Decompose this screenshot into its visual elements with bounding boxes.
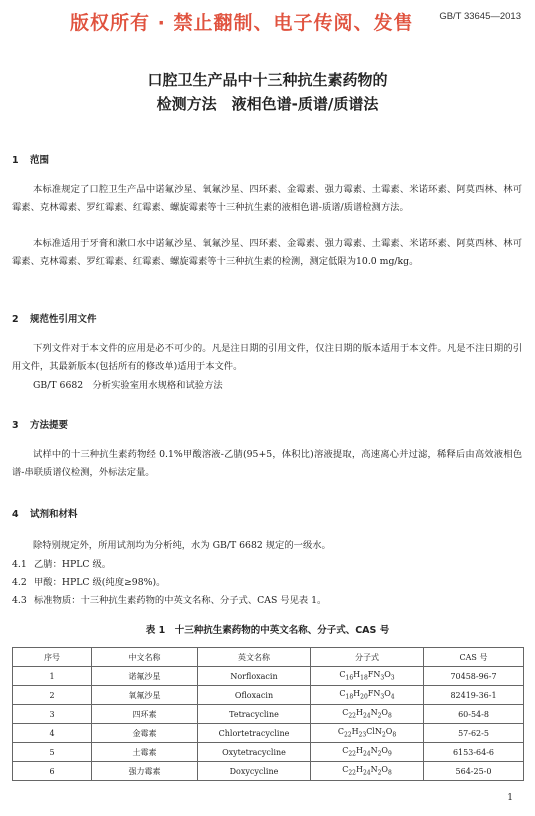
table-cell: 60-54-8	[424, 705, 524, 724]
title-line-2: 检测方法 液相色谱-质谱/质谱法	[156, 95, 379, 113]
table-row	[13, 705, 524, 724]
item-text: 乙腈：HPLC 级。	[34, 559, 112, 570]
table-cell: $C_{18}H_{20}FN_3O_4$	[311, 686, 424, 705]
header-cell: 英文名称	[198, 648, 311, 667]
list-item	[12, 592, 326, 606]
normative-reference: GB/T 6682 分析实验室用水规格和试验方法	[33, 380, 223, 391]
section-4-heading	[12, 506, 78, 520]
table-cell: 四环素	[92, 705, 198, 724]
table-row	[13, 724, 524, 743]
table-cell: 6153-64-6	[424, 743, 524, 762]
table-row	[13, 667, 524, 686]
table-cell: 5	[13, 743, 92, 762]
item-number: 4.2	[12, 577, 27, 588]
table-cell: Tetracycline	[198, 705, 311, 724]
table-cell: Chlortetracycline	[198, 724, 311, 743]
page-number: 1	[507, 793, 513, 803]
table-row	[13, 743, 524, 762]
section-3-paragraph: 试样中的十三种抗生素药物经 0.1%甲酸溶液-乙腈(95+5，体积比)溶液提取，高速离心并过滤，稀释后由高效液相色谱-串联质谱仪检测，外标法定量。	[12, 449, 522, 478]
table-cell: 564-25-0	[424, 762, 524, 781]
section-title: 范围	[30, 155, 50, 166]
table-cell: 6	[13, 762, 92, 781]
table-cell: $C_{22}H_{24}N_2O_8$	[311, 762, 424, 781]
section-number: 4	[12, 509, 19, 520]
table-cell: 土霉素	[92, 743, 198, 762]
header-cell: 序号	[13, 648, 92, 667]
table-cell: 57-62-5	[424, 724, 524, 743]
header-cell: CAS 号	[424, 648, 524, 667]
antibiotics-table	[12, 647, 524, 781]
section-1-paragraph-2: 本标准适用于牙膏和漱口水中诺氟沙星、氧氟沙星、四环素、金霉素、强力霉素、土霉素、米诺环素、阿莫西林、林可霉素、克林霉素、罗红霉素、红霉素、螺旋霉素等十三种抗生素的检测，测定低限为10.0 mg/kg。	[12, 238, 522, 267]
table-cell: 氧氟沙星	[92, 686, 198, 705]
table-cell: $C_{16}H_{18}FN_3O_3$	[311, 667, 424, 686]
section-1-paragraph-1: 本标准规定了口腔卫生产品中诺氟沙星、氧氟沙星、四环素、金霉素、强力霉素、土霉素、米诺环素、阿莫西林、林可霉素、克林霉素、罗红霉素、红霉素、螺旋霉素等十三种抗生素的液相色谱-质谱/质谱检测方法。	[12, 184, 522, 213]
table-row	[13, 762, 524, 781]
table-cell: Doxycycline	[198, 762, 311, 781]
title-line-1: 口腔卫生产品中十三种抗生素药物的	[147, 71, 388, 89]
section-2-paragraph: 下列文件对于本文件的应用是必不可少的。凡是注日期的引用文件，仅注日期的版本适用于本文件。凡是不注日期的引用文件，其最新版本(包括所有的修改单)适用于本文件。	[12, 343, 522, 372]
table-row	[13, 686, 524, 705]
table-cell: $C_{22}H_{24}N_2O_9$	[311, 743, 424, 762]
table-cell: 1	[13, 667, 92, 686]
item-number: 4.3	[12, 595, 27, 606]
watermark-text: 版权所有 · 禁止翻制、电子传阅、发售	[70, 12, 414, 34]
section-number: 3	[12, 420, 19, 431]
table-cell: $C_{22}H_{23}ClN_2O_8$	[311, 724, 424, 743]
table-cell: 2	[13, 686, 92, 705]
section-4-paragraph: 除特别规定外，所用试剂均为分析纯，水为 GB/T 6682 规定的一级水。	[33, 540, 331, 551]
section-1-heading	[12, 152, 49, 166]
list-item	[12, 556, 111, 570]
table-cell: 强力霉素	[92, 762, 198, 781]
table-cell: 82419-36-1	[424, 686, 524, 705]
table-body	[13, 667, 524, 781]
table-cell: Norfloxacin	[198, 667, 311, 686]
table-cell: 3	[13, 705, 92, 724]
table-cell: 诺氟沙星	[92, 667, 198, 686]
header-cell: 分子式	[311, 648, 424, 667]
section-title: 试剂和材料	[30, 509, 78, 520]
table-cell: Ofloxacin	[198, 686, 311, 705]
section-title: 规范性引用文件	[30, 314, 97, 325]
table-header-row	[13, 648, 524, 667]
table-cell: 70458-96-7	[424, 667, 524, 686]
table-caption: 表 1 十三种抗生素药物的中英文名称、分子式、CAS 号	[145, 625, 390, 636]
header-cell: 中文名称	[92, 648, 198, 667]
section-number: 2	[12, 314, 19, 325]
section-2-heading	[12, 311, 97, 325]
table-cell: 4	[13, 724, 92, 743]
list-item	[12, 574, 165, 588]
item-number: 4.1	[12, 559, 27, 570]
section-3-heading	[12, 417, 68, 431]
item-text: 甲酸：HPLC 级(纯度≥98%)。	[34, 577, 166, 588]
table-cell: Oxytetracycline	[198, 743, 311, 762]
section-number: 1	[12, 155, 19, 166]
standard-number: GB/T 33645—2013	[439, 11, 521, 22]
item-text: 标准物质：十三种抗生素药物的中英文名称、分子式、CAS 号见表 1。	[34, 595, 327, 606]
section-title: 方法提要	[30, 420, 69, 431]
table-cell: $C_{22}H_{24}N_2O_8$	[311, 705, 424, 724]
table-cell: 金霉素	[92, 724, 198, 743]
